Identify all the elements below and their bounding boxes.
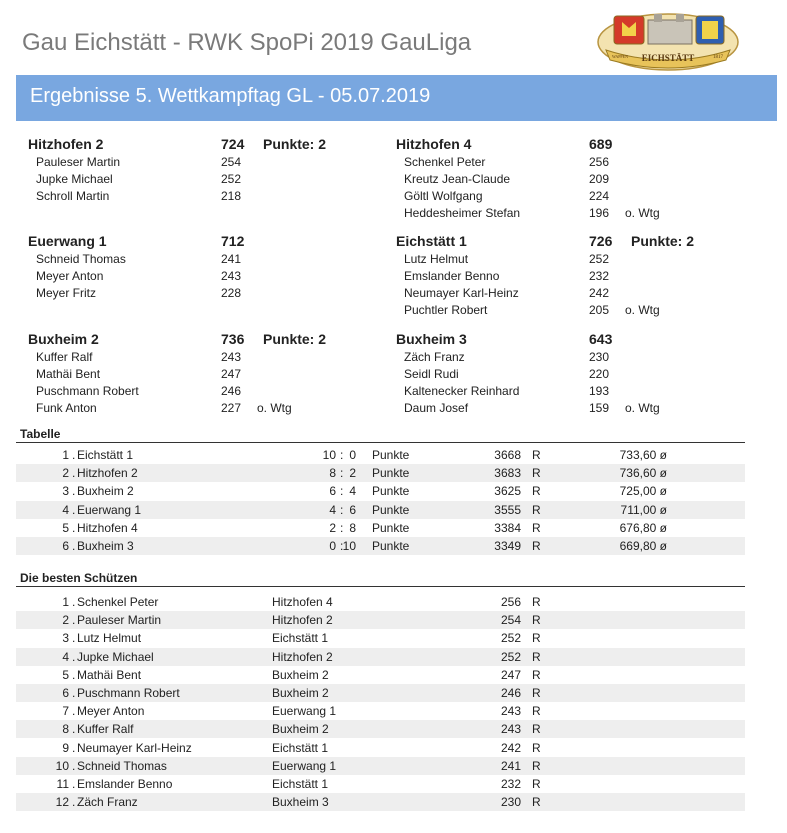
shooter-team: Euerwang 1 xyxy=(272,758,337,773)
player-row xyxy=(396,384,756,400)
rings-unit: R xyxy=(532,649,541,664)
shooter-name: Jupke Michael xyxy=(77,649,154,664)
rings-unit: R xyxy=(532,520,541,535)
table-row xyxy=(16,464,745,482)
rank: 9 xyxy=(62,740,69,755)
player-name: Göltl Wolfgang xyxy=(404,189,483,203)
shooter-name: Mathäi Bent xyxy=(77,667,142,682)
player-score: 242 xyxy=(589,286,610,300)
team-block xyxy=(28,233,388,333)
player-name: Schroll Martin xyxy=(36,189,110,203)
rank: 11 xyxy=(56,777,69,791)
table-row xyxy=(16,537,745,555)
shooter-rings: 242 xyxy=(500,740,521,755)
table-row xyxy=(16,482,745,500)
player-name: Emslander Benno xyxy=(404,269,500,283)
player-score: 218 xyxy=(221,189,242,203)
shooter-name: Emslander Benno xyxy=(77,777,173,791)
player-row xyxy=(396,401,756,417)
shooter-team: Buxheim 3 xyxy=(272,795,329,810)
logo-text-left: WAPPEN xyxy=(611,54,629,59)
team-header xyxy=(396,233,756,251)
player-row xyxy=(28,155,388,171)
team-header xyxy=(28,331,388,349)
rings-unit: R xyxy=(532,484,541,499)
points-label: Punkte xyxy=(372,520,410,535)
rank: 1 xyxy=(62,448,69,462)
shooter-team: Buxheim 2 xyxy=(272,667,329,682)
team-score: 643 xyxy=(589,331,613,347)
rings-unit: R xyxy=(532,595,541,609)
player-row xyxy=(396,367,756,383)
rank: 12 xyxy=(55,795,69,810)
player-name: Meyer Anton xyxy=(36,269,104,283)
points-sep: : xyxy=(340,466,344,481)
shooter-team: Eichstätt 1 xyxy=(272,777,329,791)
team-name: Buxheim 3 xyxy=(77,539,134,553)
team-name: Euerwang 1 xyxy=(77,502,142,517)
team-name: Euerwang 1 xyxy=(28,233,107,249)
total-rings: 3668 xyxy=(494,448,521,462)
table-row xyxy=(16,739,745,757)
player-name: Mathäi Bent xyxy=(36,367,101,381)
tabelle-rule xyxy=(16,442,745,443)
player-name: Puchtler Robert xyxy=(404,303,488,317)
player-row xyxy=(28,269,388,285)
team-score: 689 xyxy=(589,136,613,152)
logo-text-right: 1817 xyxy=(713,55,723,60)
team-score: 712 xyxy=(221,233,245,249)
player-name: Pauleser Martin xyxy=(36,155,121,169)
player-row xyxy=(28,286,388,302)
rank: 10 xyxy=(55,758,69,773)
shooter-rings: 252 xyxy=(500,649,521,664)
rank: 2 xyxy=(62,613,69,628)
player-name: Zäch Franz xyxy=(404,350,465,364)
rank-dot: . xyxy=(72,613,76,628)
rank: 4 xyxy=(62,649,69,664)
player-row xyxy=(28,384,388,400)
rank-dot: . xyxy=(72,448,76,462)
shooter-rings: 246 xyxy=(500,686,521,700)
shooter-rings: 230 xyxy=(500,795,521,810)
rank-dot: . xyxy=(72,795,76,810)
team-score: 726 xyxy=(589,233,613,249)
shooter-rings: 252 xyxy=(500,631,521,646)
table-row xyxy=(16,593,745,611)
player-name: Lutz Helmut xyxy=(404,252,469,266)
average: 669,80 ø xyxy=(619,539,667,553)
rings-unit: R xyxy=(532,539,541,553)
player-name: Heddesheimer Stefan xyxy=(404,206,521,220)
player-score: 232 xyxy=(589,269,610,283)
player-name: Puschmann Robert xyxy=(36,384,139,398)
team-block xyxy=(396,136,756,236)
player-row xyxy=(396,172,756,188)
team-name: Buxheim 2 xyxy=(28,331,99,347)
team-name: Eichstätt 1 xyxy=(396,233,467,249)
rank: 6 xyxy=(62,539,69,553)
player-note: o. Wtg xyxy=(257,401,292,415)
team-score: 724 xyxy=(221,136,245,152)
team-points: Punkte: 2 xyxy=(263,136,327,152)
rank-dot: . xyxy=(72,631,76,646)
player-row xyxy=(396,252,756,268)
rank-dot: . xyxy=(72,740,76,755)
player-score: 252 xyxy=(589,252,610,266)
shooter-name: Pauleser Martin xyxy=(77,613,162,628)
rank: 5 xyxy=(62,520,69,535)
rank-dot: . xyxy=(72,595,76,609)
player-score: 159 xyxy=(589,401,610,415)
rank: 2 xyxy=(62,466,69,481)
team-score: 736 xyxy=(221,331,245,347)
player-score: 254 xyxy=(221,155,242,169)
player-name: Funk Anton xyxy=(36,401,97,415)
average: 676,80 ø xyxy=(619,520,667,535)
shooter-team: Buxheim 2 xyxy=(272,722,329,737)
average: 725,00 ø xyxy=(619,484,667,499)
player-row xyxy=(396,155,756,171)
team-points: Punkte: 2 xyxy=(263,331,327,347)
page-title: Gau Eichstätt - RWK SpoPi 2019 GauLiga xyxy=(22,29,472,56)
player-note: o. Wtg xyxy=(625,303,660,317)
team-name: Eichstätt 1 xyxy=(77,448,134,462)
player-row xyxy=(396,350,756,366)
rank-dot: . xyxy=(72,502,76,517)
player-name: Kaltenecker Reinhard xyxy=(404,384,520,398)
player-row xyxy=(396,303,756,319)
player-row xyxy=(396,189,756,205)
shooter-rings: 243 xyxy=(500,722,521,737)
points-sep: : xyxy=(340,484,344,499)
points-label: Punkte xyxy=(372,539,410,553)
rank-dot: . xyxy=(72,667,76,682)
points-lost: 6 xyxy=(349,502,356,517)
shooter-team: Euerwang 1 xyxy=(272,704,337,719)
points-won: 2 xyxy=(329,520,336,535)
player-name: Kuffer Ralf xyxy=(36,350,93,364)
total-rings: 3625 xyxy=(494,484,521,499)
rank: 4 xyxy=(62,502,69,517)
shooter-rings: 256 xyxy=(500,595,521,609)
player-score: 243 xyxy=(221,350,242,364)
player-score: 230 xyxy=(589,350,610,364)
table-row xyxy=(16,519,745,537)
shooter-team: Hitzhofen 2 xyxy=(272,613,333,628)
player-score: 227 xyxy=(221,401,242,415)
rank-dot: . xyxy=(72,520,76,535)
points-sep: : xyxy=(340,502,344,517)
table-row xyxy=(16,629,745,647)
shooter-name: Schneid Thomas xyxy=(77,758,167,773)
player-score: 220 xyxy=(589,367,610,381)
schuetzen-rule xyxy=(16,586,745,587)
eichstaett-logo xyxy=(596,6,740,72)
total-rings: 3349 xyxy=(494,539,521,553)
player-score: 243 xyxy=(221,269,242,283)
table-row xyxy=(16,611,745,629)
table-row xyxy=(16,793,745,811)
table-row xyxy=(16,684,745,702)
rank-dot: . xyxy=(72,466,76,481)
player-name: Neumayer Karl-Heinz xyxy=(404,286,519,300)
team-name: Hitzhofen 2 xyxy=(77,466,138,481)
rings-unit: R xyxy=(532,667,541,682)
rings-unit: R xyxy=(532,502,541,517)
shooter-rings: 232 xyxy=(500,777,521,791)
player-name: Meyer Fritz xyxy=(36,286,96,300)
rank: 3 xyxy=(62,484,69,499)
rings-unit: R xyxy=(532,795,541,810)
team-block xyxy=(396,233,756,333)
player-name: Daum Josef xyxy=(404,401,469,415)
rings-unit: R xyxy=(532,758,541,773)
rank-dot: . xyxy=(72,539,76,553)
player-score: 246 xyxy=(221,384,242,398)
shooter-name: Kuffer Ralf xyxy=(77,722,134,737)
points-lost: 0 xyxy=(349,448,356,462)
shooter-team: Hitzhofen 2 xyxy=(272,649,333,664)
rank-dot: . xyxy=(72,649,76,664)
team-points: Punkte: 2 xyxy=(631,233,695,249)
points-label: Punkte xyxy=(372,502,410,517)
player-name: Seidl Rudi xyxy=(404,367,459,381)
points-won: 10 xyxy=(322,448,336,462)
rank: 6 xyxy=(62,686,69,700)
player-name: Schneid Thomas xyxy=(36,252,126,266)
rings-unit: R xyxy=(532,448,541,462)
points-won: 0 xyxy=(329,539,336,553)
points-sep: : xyxy=(340,520,344,535)
rank-dot: . xyxy=(72,484,76,499)
table-row xyxy=(16,666,745,684)
average: 736,60 ø xyxy=(619,466,667,481)
player-row xyxy=(396,269,756,285)
shooter-team: Hitzhofen 4 xyxy=(272,595,333,609)
player-score: 252 xyxy=(221,172,242,186)
rank-dot: . xyxy=(72,722,76,737)
points-lost: 2 xyxy=(349,466,356,481)
player-name: Schenkel Peter xyxy=(404,155,486,169)
player-row xyxy=(28,350,388,366)
player-note: o. Wtg xyxy=(625,401,660,415)
team-name: Hitzhofen 2 xyxy=(28,136,104,152)
rings-unit: R xyxy=(532,722,541,737)
shooter-rings: 247 xyxy=(500,667,521,682)
player-score: 196 xyxy=(589,206,610,220)
rank: 3 xyxy=(62,631,69,646)
rings-unit: R xyxy=(532,631,541,646)
player-row xyxy=(28,189,388,205)
total-rings: 3683 xyxy=(494,466,521,481)
points-lost: 10 xyxy=(342,539,356,553)
team-name: Hitzhofen 4 xyxy=(77,520,138,535)
team-header xyxy=(396,136,756,154)
team-name: Buxheim 3 xyxy=(396,331,467,347)
table-row xyxy=(16,446,745,464)
player-score: 193 xyxy=(589,384,610,398)
shooter-rings: 241 xyxy=(500,758,521,773)
rings-unit: R xyxy=(532,777,541,791)
points-won: 8 xyxy=(329,466,336,481)
rank: 1 xyxy=(62,595,69,609)
shooter-name: Meyer Anton xyxy=(77,704,145,719)
rank-dot: . xyxy=(72,686,76,700)
rings-unit: R xyxy=(532,466,541,481)
results-banner xyxy=(16,75,777,121)
rings-unit: R xyxy=(532,740,541,755)
table-row xyxy=(16,648,745,666)
table-row xyxy=(16,775,745,793)
tabelle-heading: Tabelle xyxy=(20,427,61,441)
shooter-rings: 254 xyxy=(500,613,521,628)
team-block xyxy=(396,331,756,431)
rings-unit: R xyxy=(532,686,541,700)
player-row xyxy=(28,401,388,417)
points-lost: 4 xyxy=(349,484,356,499)
points-label: Punkte xyxy=(372,448,410,462)
player-row xyxy=(28,252,388,268)
rank: 5 xyxy=(62,667,69,682)
player-row xyxy=(396,286,756,302)
banner-title: Ergebnisse 5. Wettkampftag GL - 05.07.2019 xyxy=(30,85,431,107)
table-row xyxy=(16,702,745,720)
player-score: 209 xyxy=(589,172,610,186)
shooter-rings: 243 xyxy=(500,704,521,719)
rings-unit: R xyxy=(532,613,541,628)
player-score: 224 xyxy=(589,189,610,203)
points-won: 6 xyxy=(329,484,336,499)
player-row xyxy=(396,206,756,222)
rank-dot: . xyxy=(72,704,76,719)
logo-text: EICHSTÄTT xyxy=(641,53,695,63)
points-sep: : xyxy=(340,539,344,553)
rank: 7 xyxy=(62,704,69,719)
shooter-team: Eichstätt 1 xyxy=(272,631,329,646)
rank-dot: . xyxy=(72,777,76,791)
team-header xyxy=(28,136,388,154)
shooter-name: Schenkel Peter xyxy=(77,595,159,609)
team-block xyxy=(28,331,388,431)
shooter-team: Eichstätt 1 xyxy=(272,740,329,755)
shooter-name: Zäch Franz xyxy=(77,795,138,810)
player-score: 228 xyxy=(221,286,242,300)
shooter-team: Buxheim 2 xyxy=(272,686,329,700)
shooter-name: Lutz Helmut xyxy=(77,631,142,646)
player-row xyxy=(28,172,388,188)
player-name: Kreutz Jean-Claude xyxy=(404,172,511,186)
points-label: Punkte xyxy=(372,466,410,481)
rank-dot: . xyxy=(72,758,76,773)
rings-unit: R xyxy=(532,704,541,719)
total-rings: 3384 xyxy=(494,520,521,535)
player-score: 247 xyxy=(221,367,242,381)
player-score: 256 xyxy=(589,155,610,169)
player-score: 205 xyxy=(589,303,610,317)
shooter-name: Neumayer Karl-Heinz xyxy=(77,740,192,755)
rank: 8 xyxy=(62,722,69,737)
team-block xyxy=(28,136,388,236)
points-won: 4 xyxy=(329,502,336,517)
table-row xyxy=(16,720,745,738)
player-note: o. Wtg xyxy=(625,206,660,220)
points-label: Punkte xyxy=(372,484,410,499)
shooter-name: Puschmann Robert xyxy=(77,686,180,700)
table-row xyxy=(16,757,745,775)
team-name: Hitzhofen 4 xyxy=(396,136,472,152)
player-name: Jupke Michael xyxy=(36,172,113,186)
points-lost: 8 xyxy=(349,520,356,535)
team-name: Buxheim 2 xyxy=(77,484,134,499)
table-row xyxy=(16,501,745,519)
player-row xyxy=(28,367,388,383)
points-sep: : xyxy=(340,448,344,462)
team-header xyxy=(28,233,388,251)
average: 733,60 ø xyxy=(619,448,667,462)
team-header xyxy=(396,331,756,349)
player-score: 241 xyxy=(221,252,242,266)
schuetzen-heading: Die besten Schützen xyxy=(20,571,138,585)
average: 711,00 ø xyxy=(620,502,667,517)
total-rings: 3555 xyxy=(494,502,521,517)
